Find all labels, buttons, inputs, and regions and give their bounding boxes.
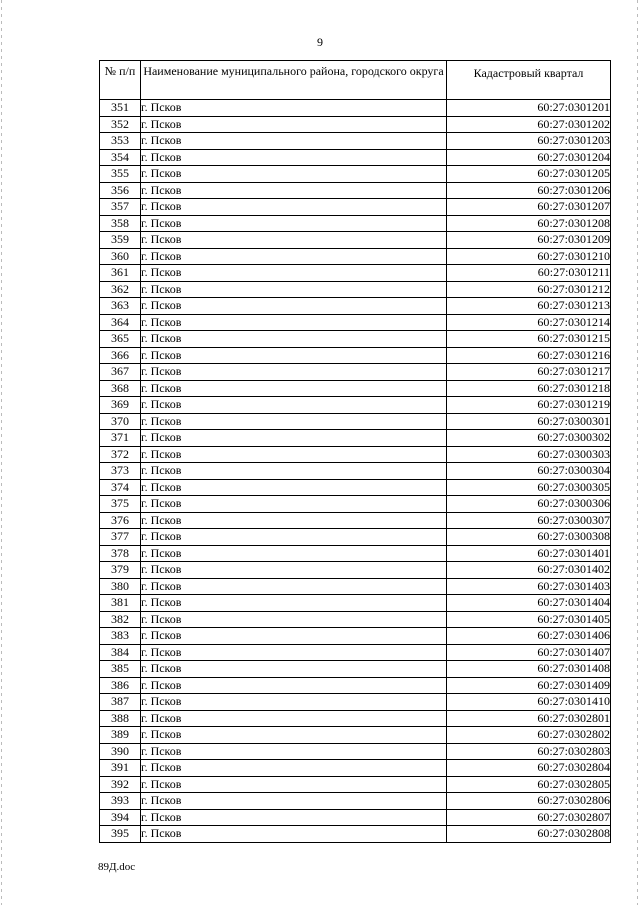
table-row bbox=[100, 281, 611, 298]
row-number: 384 bbox=[100, 644, 141, 661]
row-district-name: г. Псков bbox=[141, 116, 447, 133]
row-district-name: г. Псков bbox=[141, 793, 447, 810]
table-row bbox=[100, 694, 611, 711]
row-number: 391 bbox=[100, 760, 141, 777]
header-cadastral-quarter bbox=[447, 61, 611, 100]
row-number: 357 bbox=[100, 199, 141, 216]
row-cadastral-quarter: 60:27:0301207 bbox=[447, 199, 611, 216]
row-cadastral-quarter: 60:27:0301202 bbox=[447, 116, 611, 133]
table-row bbox=[100, 133, 611, 150]
row-cadastral-quarter: 60:27:0300305 bbox=[447, 479, 611, 496]
row-district-name: г. Псков bbox=[141, 380, 447, 397]
row-number: 362 bbox=[100, 281, 141, 298]
row-cadastral-quarter: 60:27:0301209 bbox=[447, 232, 611, 249]
row-cadastral-quarter: 60:27:0302804 bbox=[447, 760, 611, 777]
row-district-name: г. Псков bbox=[141, 364, 447, 381]
row-cadastral-quarter: 60:27:0301210 bbox=[447, 248, 611, 265]
row-cadastral-quarter: 60:27:0301205 bbox=[447, 166, 611, 183]
table-row bbox=[100, 232, 611, 249]
row-district-name: г. Псков bbox=[141, 347, 447, 364]
row-number: 379 bbox=[100, 562, 141, 579]
row-district-name: г. Псков bbox=[141, 331, 447, 348]
row-number: 364 bbox=[100, 314, 141, 331]
row-district-name: г. Псков bbox=[141, 479, 447, 496]
table-row bbox=[100, 199, 611, 216]
row-cadastral-quarter: 60:27:0302803 bbox=[447, 743, 611, 760]
row-district-name: г. Псков bbox=[141, 133, 447, 150]
row-district-name: г. Псков bbox=[141, 281, 447, 298]
row-number: 388 bbox=[100, 710, 141, 727]
row-number: 356 bbox=[100, 182, 141, 199]
table-row bbox=[100, 727, 611, 744]
cadastral-table bbox=[99, 60, 611, 843]
row-district-name: г. Псков bbox=[141, 760, 447, 777]
row-number: 369 bbox=[100, 397, 141, 414]
row-cadastral-quarter: 60:27:0300306 bbox=[447, 496, 611, 513]
table-row bbox=[100, 100, 611, 117]
row-district-name: г. Псков bbox=[141, 512, 447, 529]
row-cadastral-quarter: 60:27:0301401 bbox=[447, 545, 611, 562]
row-cadastral-quarter: 60:27:0301201 bbox=[447, 100, 611, 117]
header-cadastral-quarter-label: Кадастровый квартал bbox=[473, 66, 584, 80]
row-district-name: г. Псков bbox=[141, 644, 447, 661]
row-number: 353 bbox=[100, 133, 141, 150]
row-cadastral-quarter: 60:27:0301215 bbox=[447, 331, 611, 348]
row-cadastral-quarter: 60:27:0301402 bbox=[447, 562, 611, 579]
row-number: 390 bbox=[100, 743, 141, 760]
row-number: 383 bbox=[100, 628, 141, 645]
row-cadastral-quarter: 60:27:0301212 bbox=[447, 281, 611, 298]
table-row bbox=[100, 743, 611, 760]
row-cadastral-quarter: 60:27:0301213 bbox=[447, 298, 611, 315]
row-cadastral-quarter: 60:27:0301403 bbox=[447, 578, 611, 595]
table-row bbox=[100, 215, 611, 232]
row-cadastral-quarter: 60:27:0301208 bbox=[447, 215, 611, 232]
row-cadastral-quarter: 60:27:0301211 bbox=[447, 265, 611, 282]
row-district-name: г. Псков bbox=[141, 677, 447, 694]
row-number: 360 bbox=[100, 248, 141, 265]
table-body bbox=[100, 100, 611, 843]
row-cadastral-quarter: 60:27:0302808 bbox=[447, 826, 611, 843]
row-number: 372 bbox=[100, 446, 141, 463]
row-district-name: г. Псков bbox=[141, 182, 447, 199]
row-cadastral-quarter: 60:27:0301206 bbox=[447, 182, 611, 199]
row-district-name: г. Псков bbox=[141, 562, 447, 579]
row-cadastral-quarter: 60:27:0300308 bbox=[447, 529, 611, 546]
row-district-name: г. Псков bbox=[141, 215, 447, 232]
row-number: 373 bbox=[100, 463, 141, 480]
row-number: 370 bbox=[100, 413, 141, 430]
row-district-name: г. Псков bbox=[141, 628, 447, 645]
row-district-name: г. Псков bbox=[141, 248, 447, 265]
row-number: 386 bbox=[100, 677, 141, 694]
row-district-name: г. Псков bbox=[141, 826, 447, 843]
row-district-name: г. Псков bbox=[141, 578, 447, 595]
row-number: 374 bbox=[100, 479, 141, 496]
row-number: 368 bbox=[100, 380, 141, 397]
row-cadastral-quarter: 60:27:0300303 bbox=[447, 446, 611, 463]
table-row bbox=[100, 776, 611, 793]
row-cadastral-quarter: 60:27:0301216 bbox=[447, 347, 611, 364]
row-number: 359 bbox=[100, 232, 141, 249]
row-cadastral-quarter: 60:27:0302802 bbox=[447, 727, 611, 744]
row-cadastral-quarter: 60:27:0300302 bbox=[447, 430, 611, 447]
table-row bbox=[100, 430, 611, 447]
table-row bbox=[100, 364, 611, 381]
row-district-name: г. Псков bbox=[141, 611, 447, 628]
row-number: 358 bbox=[100, 215, 141, 232]
row-district-name: г. Псков bbox=[141, 496, 447, 513]
row-cadastral-quarter: 60:27:0300307 bbox=[447, 512, 611, 529]
row-district-name: г. Псков bbox=[141, 776, 447, 793]
table-row bbox=[100, 479, 611, 496]
table-row bbox=[100, 809, 611, 826]
table-row bbox=[100, 562, 611, 579]
row-district-name: г. Псков bbox=[141, 314, 447, 331]
row-number: 367 bbox=[100, 364, 141, 381]
row-cadastral-quarter: 60:27:0301407 bbox=[447, 644, 611, 661]
table-row bbox=[100, 644, 611, 661]
table-row bbox=[100, 413, 611, 430]
row-cadastral-quarter: 60:27:0301218 bbox=[447, 380, 611, 397]
table-row bbox=[100, 298, 611, 315]
table-header-row bbox=[100, 61, 611, 100]
table-row bbox=[100, 793, 611, 810]
row-cadastral-quarter: 60:27:0301217 bbox=[447, 364, 611, 381]
scan-edge-right bbox=[637, 0, 638, 905]
table-row bbox=[100, 628, 611, 645]
table-row bbox=[100, 496, 611, 513]
row-district-name: г. Псков bbox=[141, 149, 447, 166]
row-district-name: г. Псков bbox=[141, 727, 447, 744]
row-cadastral-quarter: 60:27:0301409 bbox=[447, 677, 611, 694]
page-number: 9 bbox=[317, 35, 323, 49]
row-cadastral-quarter: 60:27:0301219 bbox=[447, 397, 611, 414]
row-district-name: г. Псков bbox=[141, 661, 447, 678]
row-number: 385 bbox=[100, 661, 141, 678]
row-cadastral-quarter: 60:27:0301203 bbox=[447, 133, 611, 150]
table-row bbox=[100, 265, 611, 282]
table-row bbox=[100, 347, 611, 364]
row-number: 377 bbox=[100, 529, 141, 546]
table-row bbox=[100, 529, 611, 546]
row-number: 389 bbox=[100, 727, 141, 744]
row-number: 382 bbox=[100, 611, 141, 628]
row-district-name: г. Псков bbox=[141, 199, 447, 216]
row-district-name: г. Псков bbox=[141, 265, 447, 282]
row-cadastral-quarter: 60:27:0302805 bbox=[447, 776, 611, 793]
row-cadastral-quarter: 60:27:0301204 bbox=[447, 149, 611, 166]
table-row bbox=[100, 116, 611, 133]
row-cadastral-quarter: 60:27:0301406 bbox=[447, 628, 611, 645]
row-district-name: г. Псков bbox=[141, 232, 447, 249]
row-number: 376 bbox=[100, 512, 141, 529]
row-district-name: г. Псков bbox=[141, 545, 447, 562]
row-number: 365 bbox=[100, 331, 141, 348]
row-district-name: г. Псков bbox=[141, 694, 447, 711]
row-number: 355 bbox=[100, 166, 141, 183]
row-district-name: г. Псков bbox=[141, 743, 447, 760]
row-district-name: г. Псков bbox=[141, 710, 447, 727]
row-cadastral-quarter: 60:27:0301410 bbox=[447, 694, 611, 711]
row-number: 394 bbox=[100, 809, 141, 826]
table-row bbox=[100, 710, 611, 727]
table-row bbox=[100, 182, 611, 199]
row-number: 378 bbox=[100, 545, 141, 562]
table-row bbox=[100, 611, 611, 628]
row-number: 351 bbox=[100, 100, 141, 117]
row-number: 380 bbox=[100, 578, 141, 595]
row-number: 387 bbox=[100, 694, 141, 711]
table-row bbox=[100, 149, 611, 166]
row-cadastral-quarter: 60:27:0301214 bbox=[447, 314, 611, 331]
table-row bbox=[100, 446, 611, 463]
table-row bbox=[100, 314, 611, 331]
row-district-name: г. Псков bbox=[141, 446, 447, 463]
row-number: 352 bbox=[100, 116, 141, 133]
row-cadastral-quarter: 60:27:0301408 bbox=[447, 661, 611, 678]
row-district-name: г. Псков bbox=[141, 430, 447, 447]
row-cadastral-quarter: 60:27:0300301 bbox=[447, 413, 611, 430]
header-district-name: Наименование муниципального района, городского округа bbox=[141, 61, 447, 100]
row-number: 393 bbox=[100, 793, 141, 810]
row-district-name: г. Псков bbox=[141, 413, 447, 430]
row-district-name: г. Псков bbox=[141, 100, 447, 117]
table-row bbox=[100, 380, 611, 397]
scan-edge-left bbox=[1, 0, 2, 905]
row-cadastral-quarter: 60:27:0301404 bbox=[447, 595, 611, 612]
row-number: 366 bbox=[100, 347, 141, 364]
table-row bbox=[100, 397, 611, 414]
row-district-name: г. Псков bbox=[141, 298, 447, 315]
table-row bbox=[100, 463, 611, 480]
row-number: 381 bbox=[100, 595, 141, 612]
footer-filename: 89Д.doc bbox=[98, 861, 136, 873]
row-number: 371 bbox=[100, 430, 141, 447]
header-number: № п/п bbox=[100, 61, 141, 100]
row-cadastral-quarter: 60:27:0301405 bbox=[447, 611, 611, 628]
table-row bbox=[100, 826, 611, 843]
row-district-name: г. Псков bbox=[141, 166, 447, 183]
row-district-name: г. Псков bbox=[141, 397, 447, 414]
row-number: 354 bbox=[100, 149, 141, 166]
row-district-name: г. Псков bbox=[141, 529, 447, 546]
table-row bbox=[100, 166, 611, 183]
row-cadastral-quarter: 60:27:0302806 bbox=[447, 793, 611, 810]
row-number: 392 bbox=[100, 776, 141, 793]
row-district-name: г. Псков bbox=[141, 595, 447, 612]
table-row bbox=[100, 512, 611, 529]
table-row bbox=[100, 595, 611, 612]
table-row bbox=[100, 545, 611, 562]
table-row bbox=[100, 248, 611, 265]
row-cadastral-quarter: 60:27:0302807 bbox=[447, 809, 611, 826]
row-district-name: г. Псков bbox=[141, 809, 447, 826]
table-row bbox=[100, 331, 611, 348]
row-number: 375 bbox=[100, 496, 141, 513]
table-row bbox=[100, 677, 611, 694]
table-row bbox=[100, 578, 611, 595]
row-number: 363 bbox=[100, 298, 141, 315]
row-number: 395 bbox=[100, 826, 141, 843]
row-cadastral-quarter: 60:27:0302801 bbox=[447, 710, 611, 727]
row-number: 361 bbox=[100, 265, 141, 282]
row-cadastral-quarter: 60:27:0300304 bbox=[447, 463, 611, 480]
row-district-name: г. Псков bbox=[141, 463, 447, 480]
table-row bbox=[100, 661, 611, 678]
table-row bbox=[100, 760, 611, 777]
